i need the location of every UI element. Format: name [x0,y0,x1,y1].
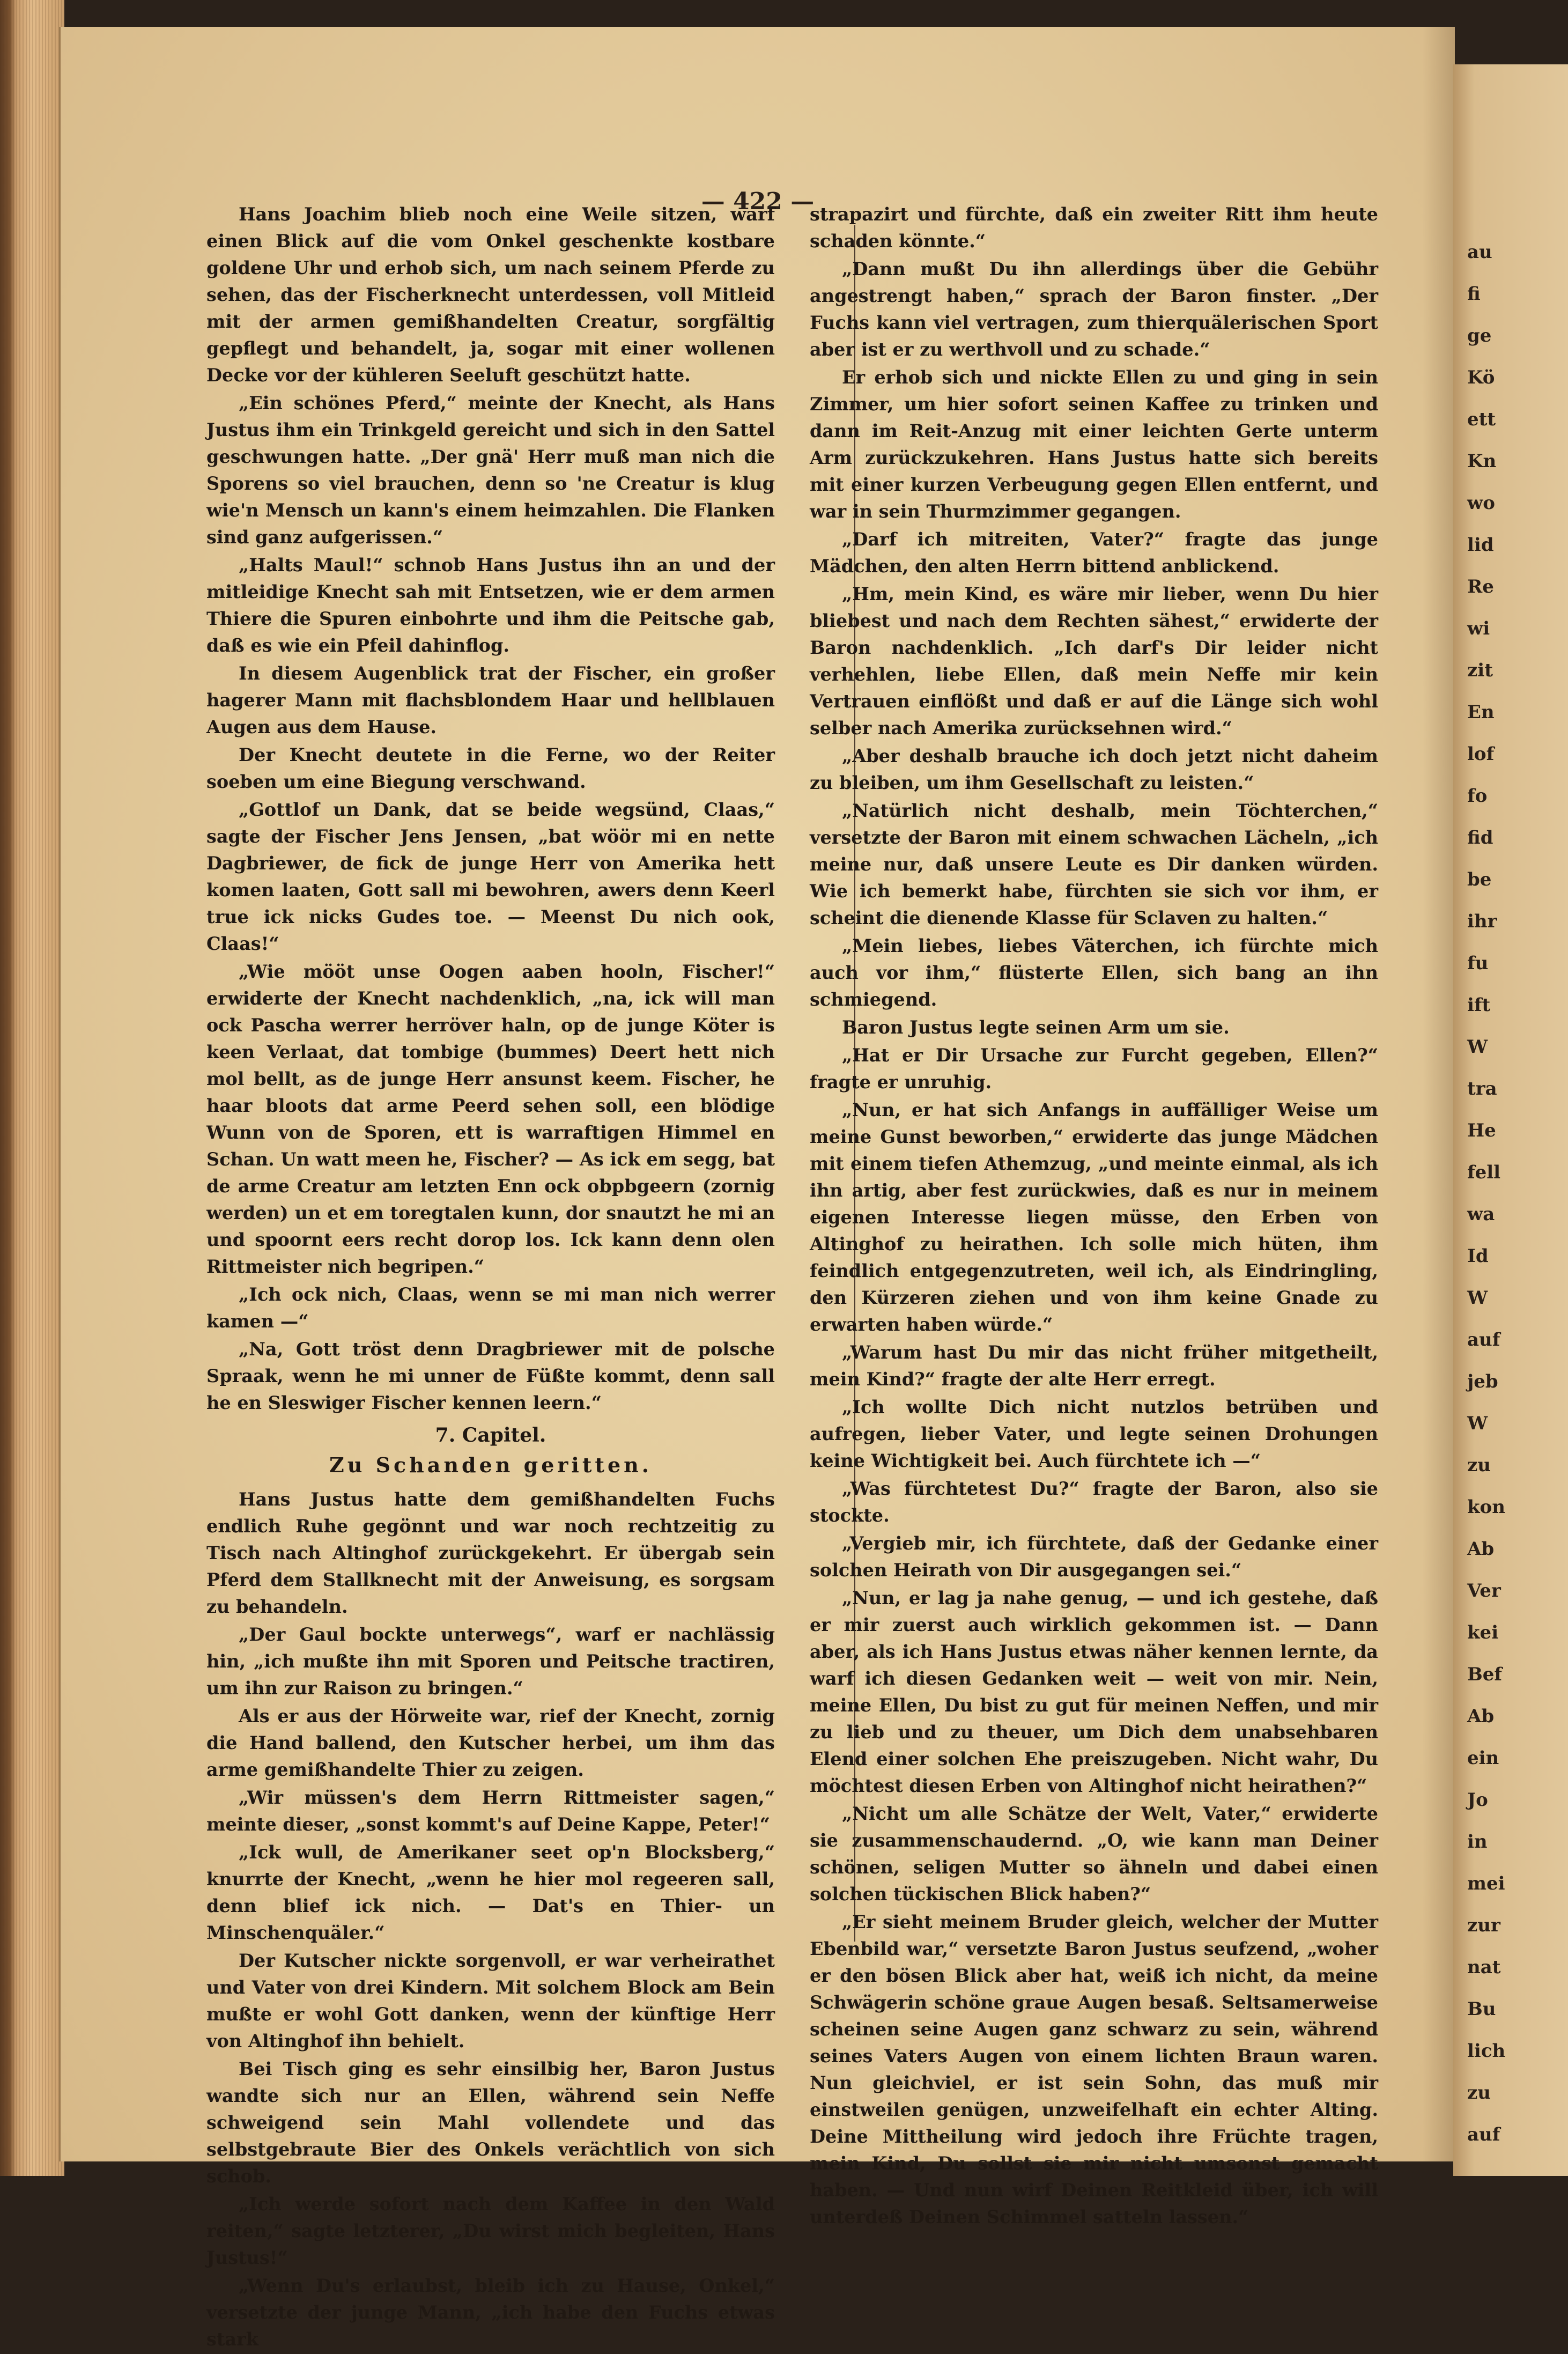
paragraph: Hans Joachim blieb noch eine Weile sitzen, warf einen Blick auf die vom Onkel geschenkte kostbare goldene Uhr und erhob sich, um nach seinem Pferde zu sehen, das der Fischerknecht unterdessen, voll Mitleid mit der armen gemißhandelten Creatur, sorgfältig gepflegt und behandelt, ja, sogar mit einer wollenen Decke vor der kühleren Seeluft geschützt hatte. [206,204,775,386]
paragraph: „Ich werde sofort nach dem Kaffee in den Wald reiten,“ sagte letzterer, „Du wirst mich begleiten, Hans Justus!“ [206,2194,775,2268]
next-page-word-fragment: zur [1467,1915,1500,1936]
next-page-word-fragment: kei [1467,1622,1499,1643]
paragraph: „Aber deshalb brauche ich doch jetzt nicht daheim zu bleiben, um ihm Gesellschaft zu leisten.“ [810,746,1378,793]
next-page-word-fragment: ein [1467,1747,1499,1769]
paragraph: „Vergieb mir, ich fürchtete, daß der Gedanke einer solchen Heirath von Dir ausgegangen sei.“ [810,1533,1378,1581]
next-page-word-fragment: ihr [1467,911,1497,932]
next-page-word-fragment: wi [1467,618,1490,639]
next-page-word-fragment: mei [1467,1873,1505,1894]
paragraph: „Nun, er lag ja nahe genug, — und ich gestehe, daß er mir zuerst auch wirklich gekommen ist. — Dann aber, als ich Hans Justus etwas näher kennen lernte, da warf ich diesen Gedanken weit — weit von mir. Nein, meine Ellen, Du bist zu gut für meinen Neffen, und mir zu lieb und zu theuer, um Dich dem unabsehbaren Elend einer solchen Ehe preiszugeben. Nicht wahr, Du möchtest diesen Erben von Altinghof nicht heirathen?“ [810,1588,1378,1796]
next-page-word-fragment: fu [1467,953,1489,974]
next-page-word-fragment: jeb [1467,1371,1498,1392]
paragraph: Baron Justus legte seinen Arm um sie. [842,1017,1230,1038]
right-column-text [810,256,1378,2231]
paragraph: „Gottlof un Dank, dat se beide wegsünd, Claas,“ sagte der Fischer Jens Jensen, „bat wöör mi en nette Dagbriewer, de fick de junge Herr von Amerika hett komen laaten, Gott sall mi bewohren, awers denn Keerl true ick nicks Gudes toe. — Meenst Du nich ook, Claas!“ [206,799,775,954]
next-page-word-fragment: Ab [1467,1706,1495,1727]
paragraph: Bei Tisch ging es sehr einsilbig her, Baron Justus wandte sich nur an Ellen, während sein Neffe schweigend sein Mahl vollendete und das selbstgebraute Bier des Onkels verächtlich von sich schob. [206,2058,775,2187]
paragraph: „Der Gaul bockte unterwegs“, warf er nachlässig hin, „ich mußte ihn mit Sporen und Peitsche tractiren, um ihn zur Raison zu bringen.“ [206,1624,775,1699]
paragraph: „Er sieht meinem Bruder gleich, welcher der Mutter Ebenbild war,“ versetzte Baron Justus seufzend, „woher er den bösen Blick aber hat, weiß ich nicht, da meine Schwägerin schöne graue Augen besaß. Seltsamerweise scheinen seine Augen ganz schwarz zu sein, während seines Vaters Augen von einem lichten Braun waren. Nun gleichviel, er ist sein Sohn, das muß mir einstweilen genügen, unzweifelhaft ein echter Alting. Deine Mittheilung wird jedoch ihre Früchte tragen, mein Kind, Du sollst sie mir nicht umsonst gemacht haben. — Und nun wirf Deinen Reitkleid über, ich will unterdeß Deinen Schimmel satteln lassen.“ [810,1912,1378,2227]
paragraph: „Nicht um alle Schätze der Welt, Vater,“ erwiderte sie zusammenschaudernd. „O, wie kann man Deiner schönen, seligen Mutter so ähneln und dabei einen solchen tückischen Blick haben?“ [810,1803,1378,1905]
next-page-word-fragment: En [1467,702,1495,723]
next-page-word-fragment: fid [1467,827,1493,848]
paragraph: Der Kutscher nickte sorgenvoll, er war verheirathet und Vater von drei Kindern. Mit solchem Block am Bein mußte er wohl Gott danken, wenn der künftige Herr von Altinghof ihn behielt. [206,1950,775,2052]
paragraph: „Halts Maul!“ schnob Hans Justus ihn an und der mitleidige Knecht sah mit Entsetzen, wie er dem armen Thiere die Spuren einbohrte und ihm die Peitsche gab, daß es wie ein Pfeil dahinflog. [206,555,775,656]
paragraph: „Ich wollte Dich nicht nutzlos betrüben und aufregen, lieber Vater, und legte seinen Drohungen keine Wichtigkeit bei. Auch fürchtete ich —“ [810,1397,1378,1471]
next-page-edge [1453,64,1568,2176]
paragraph: „Darf ich mitreiten, Vater?“ fragte das junge Mädchen, den alten Herrn bittend anblickend. [810,529,1378,577]
left-column-text-before [206,201,775,1416]
paragraph: „Ich ock nich, Claas, wenn se mi man nich werrer kamen —“ [206,1284,775,1332]
paragraph: „Dann mußt Du ihn allerdings über die Gebühr angestrengt haben,“ sprach der Baron finster. „Der Fuchs kann viel vertragen, zum thierquälerischen Sport aber ist er zu werthvoll und zu schade.“ [810,259,1378,360]
next-page-word-fragment: He [1467,1120,1496,1141]
next-page-word-fragment: fo [1467,785,1488,807]
paragraph: „Ick wull, de Amerikaner seet op'n Blocksberg,“ knurrte der Knecht, „wenn he hier mol regeeren sall, denn blief ick nich. — Dat's en Thier- un Minschenquäler.“ [206,1842,775,1943]
next-page-word-fragment: Kn [1467,451,1497,472]
paragraph: „Ein schönes Pferd,“ meinte der Knecht, als Hans Justus ihm ein Trinkgeld gereicht und sich in den Sattel geschwungen hatte. „Der gnä' Herr muß man nich die Sporens so viel brauchen, denn so 'ne Creatur is klug wie'n Mensch un kann's einem heimzahlen. Die Flanken sind ganz aufgerissen.“ [206,393,775,548]
next-page-word-fragment: nat [1467,1957,1501,1978]
paragraph: „Wenn Du's erlaubst, bleib ich zu Hause, Onkel,“ versetzte der junge Mann, „ich habe den Fuchs etwas stark [206,2275,775,2350]
paragraph: „Na, Gott tröst denn Dragbriewer mit de polsche Spraak, wenn he mi unner de Füßte kommt, denn sall he en Sleswiger Fischer kennen leern.“ [206,1339,775,1413]
next-page-word-fragment: wo [1467,492,1495,514]
next-page-word-fragment: in [1467,1831,1488,1853]
next-page-word-fragment: fell [1467,1162,1501,1183]
paragraph: Er erhob sich und nickte Ellen zu und ging in sein Zimmer, um hier sofort seinen Kaffee zu trinken und dann im Reit-Anzug mit einer leichten Gerte unterm Arm zurückzukehren. Hans Justus hatte sich bereits mit einer kurzen Verbeugung gegen Ellen entfernt, und war in sein Thurmzimmer gegangen. [810,367,1378,522]
next-page-word-fragment: Re [1467,576,1494,597]
paragraph: In diesem Augenblick trat der Fischer, ein großer hagerer Mann mit flachsblondem Haar und hellblauen Augen aus dem Hause. [206,663,775,737]
next-page-word-fragment: Bu [1467,1998,1496,2020]
next-page-word-fragment: auf [1467,2124,1500,2145]
next-page-word-fragment: auf [1467,1329,1500,1351]
next-page-word-fragment: tra [1467,1078,1497,1099]
left-column-text-after [206,1486,775,2353]
next-page-word-fragment: zit [1467,660,1493,681]
next-page-word-fragment: W [1467,1036,1488,1058]
next-page-word-fragment: Kö [1467,367,1495,388]
next-page-word-fragment: W [1467,1413,1488,1434]
page-gutter-shadow [1423,27,1455,2161]
next-page-word-fragment: zu [1467,2082,1491,2104]
next-page-word-fragment: Ab [1467,1538,1495,1560]
paragraph: „Warum hast Du mir das nicht früher mitgetheilt, mein Kind?“ fragte der alte Herr erregt. [810,1342,1378,1390]
next-page-word-fragment: zu [1467,1455,1491,1476]
next-page-word-fragment: lid [1467,534,1494,556]
paragraph: Der Knecht deutete in die Ferne, wo der Reiter soeben um eine Biegung verschwand. [206,744,775,792]
next-page-word-fragment: Bef [1467,1664,1502,1685]
paragraph: „Hm, mein Kind, es wäre mir lieber, wenn Du hier bliebest und nach dem Rechten sähest,“ erwiderte der Baron nachdenklich. „Ich darf's Dir leider nicht verhehlen, liebe Ellen, daß mein Neffe mir kein Vertrauen einflößt und daß er auf die Länge sich wohl selber nach Amerika zurücksehnen wird.“ [810,584,1378,739]
paragraph: „Hat er Dir Ursache zur Furcht gegeben, Ellen?“ fragte er unruhig. [810,1045,1378,1093]
next-page-word-fragment: be [1467,869,1492,890]
paragraph: Hans Justus hatte dem gemißhandelten Fuchs endlich Ruhe gegönnt und war noch rechtzeitig zu Tisch nach Altinghof zurückgekehrt. Er übergab sein Pferd dem Stallknecht mit der Anweisung, es sorgsam zu behandeln. [206,1489,775,1617]
continued-paragraph: strapazirt und fürchte, daß ein zweiter Ritt ihm heute schaden könnte.“ [810,204,1378,252]
next-page-word-fragment: W [1467,1287,1488,1309]
next-page-word-fragment: ge [1467,325,1492,346]
right-column [810,201,1378,2232]
paragraph: „Was fürchtetest Du?“ fragte der Baron, also sie stockte. [810,1478,1378,1526]
next-page-word-fragment: Ver [1467,1580,1501,1602]
next-page-word-fragment: ift [1467,994,1491,1016]
next-page-word-fragment: kon [1467,1496,1505,1518]
paragraph: „Nun, er hat sich Anfangs in auffälliger Weise um meine Gunst beworben,“ erwiderte das junge Mädchen mit einem tiefen Athemzug, „und meinte einmal, als ich ihn artig, aber fest zurückwies, daß es nur in meinem eigenen Interesse liegen müsse, den Erben von Altinghof zu heirathen. Ich solle mich hüten, ihm feindlich entgegenzutreten, weil ich, als Eindringling, den Kürzeren ziehen und von ihm keine Gnade zu erwarten haben würde.“ [810,1099,1378,1335]
next-page-word-fragment: lof [1467,743,1495,765]
next-page-word-fragment: wa [1467,1204,1495,1225]
paragraph: Als er aus der Hörweite war, rief der Knecht, zornig die Hand ballend, den Kutscher herbei, um ihm das arme gemißhandelte Thier zu zeigen. [206,1706,775,1780]
next-page-word-fragment: ett [1467,409,1496,430]
next-page-word-fragment: Id [1467,1245,1489,1267]
next-page-word-fragment: Jo [1467,1789,1488,1811]
chapter-number: 7. Capitel. [435,1424,546,1447]
next-page-word-fragment: au [1467,241,1492,263]
next-page-word-fragment: lich [1467,2040,1506,2062]
paragraph: „Mein liebes, liebes Väterchen, ich fürchte mich auch vor ihm,“ flüsterte Ellen, sich bang an ihn schmiegend. [810,935,1378,1010]
left-column [206,201,775,2354]
paragraph: „Wie mööt unse Oogen aaben hooln, Fischer!“ erwiderte der Knecht nachdenklich, „na, ick will man ock Pascha werrer herröver haln, op de junge Köter is keen Verlaat, dat tombige (bummes) Deert hett nich mol bellt, as de junge Herr ansunst keem. Fischer, he haar bloots dat arme Peerd sehen soll, een blödige Wunn von de Sporen, ett is warraftigen Himmel en Schan. Un watt meen he, Fischer? — As ick em segg, bat de arme Creatur am letzten Enn ock obpbgeern (zornig werden) un et em toregtalen kunn, dor snautzt he mi an und spoornt eers recht dorop los. Ick kann denn olen Rittmeister nich begripen.“ [206,961,775,1277]
next-page-word-fragment: fi [1467,283,1481,305]
paragraph: „Wir müssen's dem Herrn Rittmeister sagen,“ meinte dieser, „sonst kommt's auf Deine Kappe, Peter!“ [206,1787,775,1835]
book-page-edge [0,0,64,2176]
paragraph: „Natürlich nicht deshalb, mein Töchterchen,“ versetzte der Baron mit einem schwachen Lächeln, „ich meine nur, daß unsere Leute es Dir danken würden. Wie ich bemerkt habe, fürchten sie sich vor ihm, er scheint die dienende Klasse für Sclaven zu halten.“ [810,800,1378,928]
chapter-title: Zu Schanden geritten. [329,1453,652,1477]
page-number: — 422 — [701,188,815,215]
